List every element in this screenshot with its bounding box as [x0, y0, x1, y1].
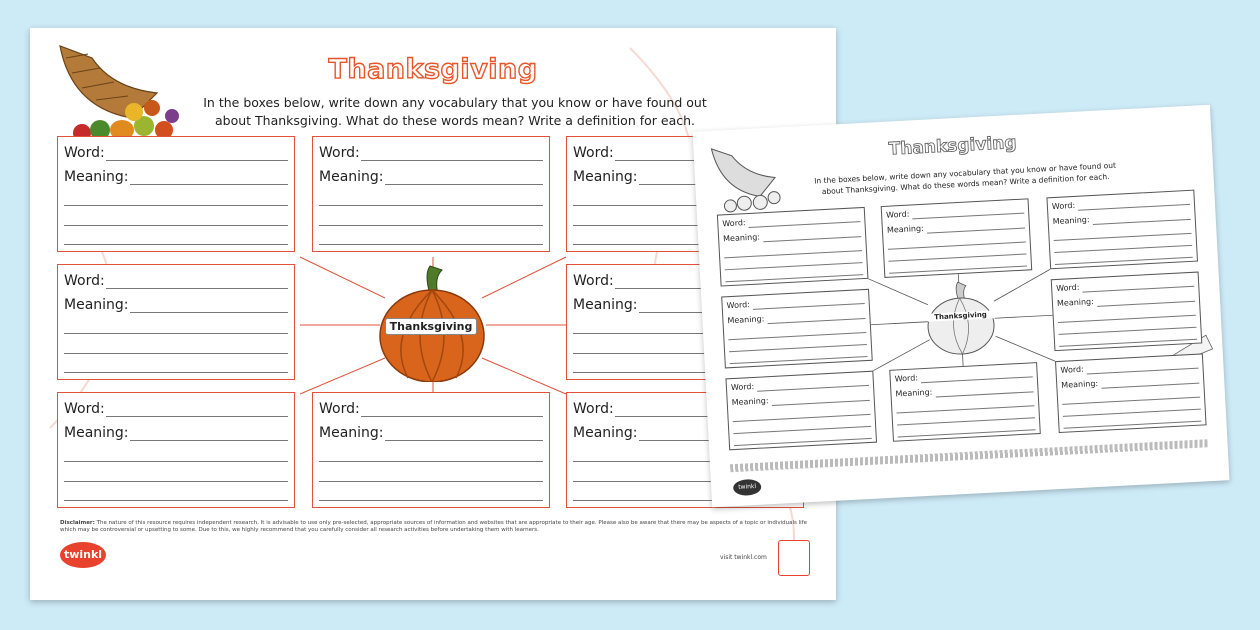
worksheet-title: Thanksgiving	[328, 54, 538, 85]
writing-line	[1058, 315, 1196, 323]
preview-box-3	[1046, 190, 1198, 270]
preview-box-8	[1055, 353, 1207, 433]
disclaimer-text: The nature of this resource requires independent research. It is advisable to use only pre-selected, appropriate sources of information and websites that are appropriate to their age. Please also be aware that there may be aspects of a topic or individuals life which may be controversial or upsetting to some. Due to this, we highly recommend that you carefully consider all research activities before undertaking them with learners.	[60, 520, 808, 533]
vocab-box-1[interactable]	[57, 136, 295, 252]
word-line	[1078, 204, 1190, 211]
center-label: Thanksgiving	[385, 318, 477, 335]
writing-line	[728, 332, 866, 340]
word-label: Word:	[1051, 200, 1076, 212]
word-line[interactable]	[106, 288, 288, 289]
word-label: Word:	[730, 381, 755, 393]
writing-line	[1054, 245, 1192, 253]
writing-line[interactable]	[319, 225, 543, 226]
meaning-label: Meaning:	[64, 425, 129, 441]
writing-line[interactable]	[319, 500, 543, 501]
writing-line[interactable]	[64, 353, 288, 354]
word-label: Word:	[1055, 282, 1080, 293]
meaning-line[interactable]	[130, 184, 288, 185]
preview-box-7	[889, 362, 1041, 442]
meaning-line	[763, 236, 861, 242]
word-line	[1082, 286, 1194, 293]
meaning-line	[927, 228, 1025, 234]
meaning-label: Meaning:	[1052, 215, 1090, 227]
word-line	[1087, 368, 1199, 375]
meaning-label: Meaning:	[573, 425, 638, 441]
meaning-line[interactable]	[385, 440, 543, 441]
disclaimer-label: Disclaimer:	[60, 520, 95, 526]
writing-line[interactable]	[319, 481, 543, 482]
writing-line	[733, 414, 871, 422]
word-label: Word:	[726, 300, 751, 311]
word-label: Word:	[894, 373, 919, 384]
meaning-label: Meaning:	[64, 169, 129, 185]
meaning-label: Meaning:	[886, 223, 924, 235]
preview-twinkl-logo: twinkl	[733, 479, 762, 496]
word-line[interactable]	[106, 160, 288, 161]
meaning-label: Meaning:	[319, 425, 384, 441]
writing-line	[1059, 327, 1197, 335]
meaning-label: Meaning:	[895, 387, 933, 399]
word-line	[753, 303, 865, 310]
meaning-line	[1101, 383, 1199, 389]
writing-line	[1063, 409, 1201, 417]
word-line	[912, 213, 1024, 220]
writing-line	[733, 426, 871, 434]
meaning-label: Meaning:	[1061, 378, 1099, 390]
word-line	[749, 221, 861, 228]
writing-line	[888, 242, 1026, 250]
meaning-line	[1097, 301, 1195, 307]
preview-center-label: Thanksgiving	[927, 310, 993, 321]
worksheet-greyscale	[693, 105, 1230, 508]
writing-line	[1062, 397, 1200, 405]
meaning-label: Meaning:	[731, 396, 769, 408]
quality-badge-icon	[778, 540, 810, 576]
word-line	[757, 385, 869, 392]
meaning-line	[1093, 219, 1191, 225]
writing-line	[889, 254, 1027, 262]
instructions-text: In the boxes below, write down any vocabulary that you know or have found out about Thanksgiving. What do these words mean? Write a definition for each.	[203, 95, 707, 128]
writing-line[interactable]	[64, 372, 288, 373]
writing-line	[896, 405, 1034, 413]
meaning-line	[936, 391, 1034, 397]
preview-box-4	[721, 289, 873, 369]
meaning-label: Meaning:	[727, 314, 765, 326]
meaning-label: Meaning:	[319, 169, 384, 185]
writing-line[interactable]	[64, 481, 288, 482]
word-line[interactable]	[361, 416, 543, 417]
meaning-line[interactable]	[130, 440, 288, 441]
meaning-line	[772, 400, 870, 406]
writing-line[interactable]	[64, 333, 288, 334]
word-label: Word:	[64, 145, 105, 161]
meaning-label: Meaning:	[64, 297, 129, 313]
writing-line[interactable]	[64, 461, 288, 462]
vocab-box-7[interactable]	[312, 392, 550, 508]
word-label: Word:	[573, 401, 614, 417]
word-label: Word:	[573, 145, 614, 161]
writing-line[interactable]	[64, 225, 288, 226]
preview-box-6	[725, 371, 877, 451]
word-label: Word:	[722, 218, 746, 229]
meaning-line	[768, 318, 866, 324]
word-label: Word:	[64, 401, 105, 417]
writing-line	[1054, 233, 1192, 241]
writing-line	[897, 417, 1035, 425]
word-label: Word:	[573, 273, 614, 289]
disclaimer	[60, 520, 816, 534]
writing-line	[725, 262, 863, 270]
word-label: Word:	[885, 209, 910, 220]
meaning-label: Meaning:	[1056, 297, 1095, 308]
word-line[interactable]	[361, 160, 543, 161]
meaning-line[interactable]	[385, 184, 543, 185]
word-label: Word:	[1060, 364, 1084, 375]
visit-link[interactable]: visit twinkl.com	[720, 554, 767, 561]
vocab-box-6[interactable]	[57, 392, 295, 508]
word-line	[921, 376, 1033, 383]
word-label: Word:	[319, 145, 360, 161]
vocab-box-4[interactable]	[57, 264, 295, 380]
writing-line[interactable]	[64, 205, 288, 206]
writing-line	[729, 344, 867, 352]
word-line[interactable]	[106, 416, 288, 417]
meaning-label: Meaning:	[573, 297, 638, 313]
word-label: Word:	[319, 401, 360, 417]
twinkl-logo: twinkl	[60, 542, 106, 568]
preview-instructions: In the boxes below, write down any vocabulary that you know or have found out about Thanksgiving. What do these words mean? Write a definition for each.	[813, 160, 1117, 197]
writing-line[interactable]	[319, 244, 543, 245]
writing-line[interactable]	[319, 205, 543, 206]
writing-line[interactable]	[64, 244, 288, 245]
preview-title: Thanksgiving	[888, 132, 1017, 160]
preview-box-5	[1051, 272, 1203, 352]
vocab-box-2[interactable]	[312, 136, 550, 252]
writing-line	[724, 250, 862, 258]
meaning-label: Meaning:	[722, 232, 761, 244]
writing-line[interactable]	[64, 500, 288, 501]
writing-line[interactable]	[319, 461, 543, 462]
preview-box-2	[881, 198, 1033, 278]
meaning-label: Meaning:	[573, 169, 638, 185]
meaning-line[interactable]	[130, 312, 288, 313]
word-label: Word:	[64, 273, 105, 289]
preview-box-1	[717, 207, 869, 287]
